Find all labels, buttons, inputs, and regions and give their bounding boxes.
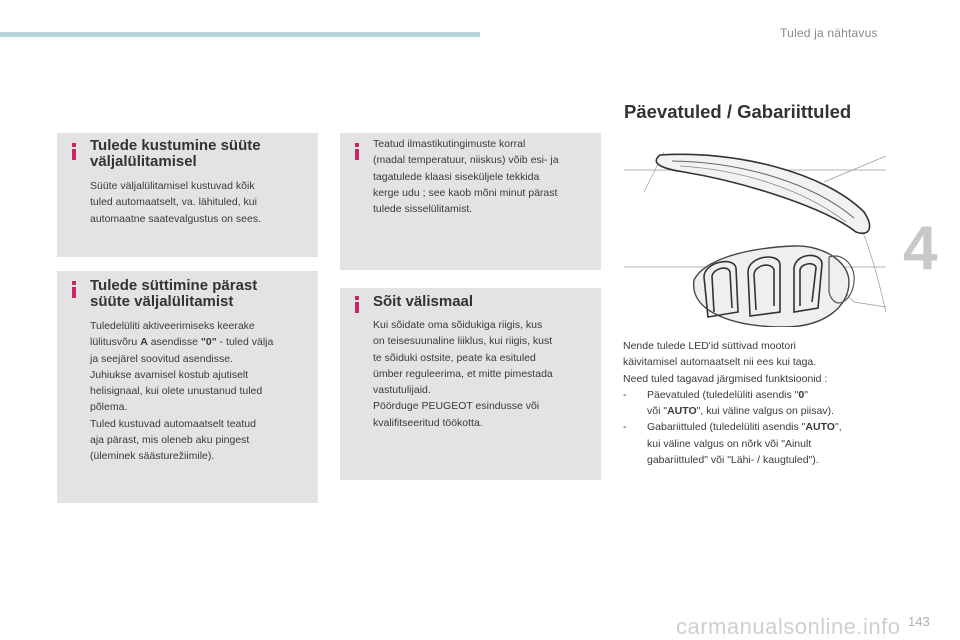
info-box-text: Süüte väljalülitamisel kustuvad kõik tuled automaatselt, va. lähituled, kui automaatne saatevalgustus on sees. <box>90 180 262 225</box>
info-box-title: Tulede kustumine süüte väljalülitamisel <box>90 137 261 170</box>
section-title: Päevatuled / Gabariittuled <box>624 101 852 122</box>
chapter-header-title: Tuled ja nähtavus <box>780 26 878 40</box>
watermark: carmanualsonline.info <box>676 614 901 639</box>
page-number: 143 <box>908 614 930 629</box>
info-box-title: Sõit välismaal <box>373 293 474 310</box>
daytime-lights-description: Nende tulede LED'id süttivad mootori käivitamisel automaatselt nii ees kui taga. Need tuled tagavad järgmised funktsioonid : - Päevatuled (tuledelüliti asendis "0" või "AUTO", kui väline valgus on piisav). - Gabariittuled (tuledelüliti asendis "AUTO", kui väline valgus on nõrk või "Ainult gabariittuled" või "Lähi- / kaugtuled"). <box>623 338 891 468</box>
header-accent-bar <box>0 32 480 37</box>
headlamp-illustration <box>624 152 886 327</box>
info-box-title: Tulede süttimine pärast süüte väljalülitamist <box>90 277 258 310</box>
info-box-text: Tuledelüliti aktiveerimiseks keerake lülitusvõru A asendisse "0" - tuled välja ja seejärel soovitud asendisse. Juhiukse avamisel kostub ajutiselt helisignaal, kui olete unustanud tuled põlema. Tuled kustuvad automaatselt teatud aja pärast, mis oleneb aku pingest (üleminek säästurežiimile). <box>90 320 274 463</box>
info-box-text: Teatud ilmastikutingimuste korral (madal temperatuur, niiskus) võib esi- ja tagatulede klaasi siseküljele tekkida kerge udu ; see kaob mõni minut pärast tulede sisselülitamist. <box>373 138 559 216</box>
chapter-number: 4 <box>903 214 938 283</box>
bullet-daytime-lights: - Päevatuled (tuledelüliti asendis "0" <box>623 388 808 401</box>
info-box-text: Kui sõidate oma sõidukiga riigis, kus on teisesuunaline liiklus, kui riigis, kust te sõiduki ostsite, peate ka esituled ümber reguleerima, et mitte pimestada vastutulijaid. Pöörduge PEUGEOT esindusse või kvalifitseeritud töökotta. <box>373 319 553 429</box>
bullet-side-lights: - Gabariittuled (tuledelüliti asendis "AUTO", <box>623 421 842 434</box>
